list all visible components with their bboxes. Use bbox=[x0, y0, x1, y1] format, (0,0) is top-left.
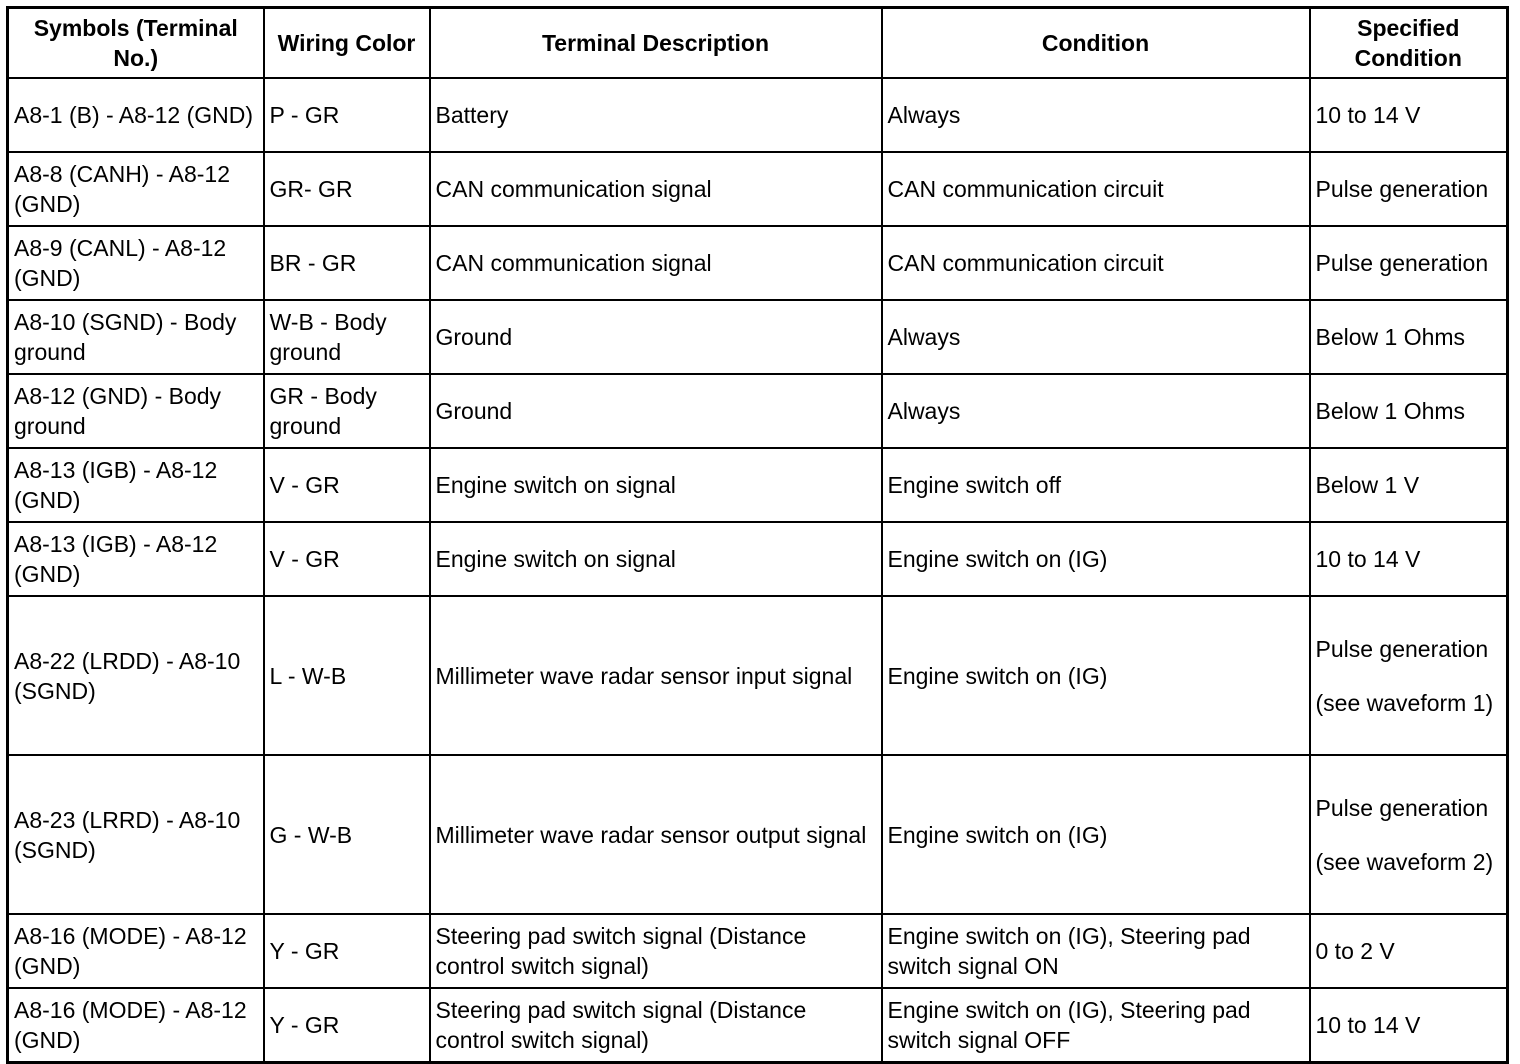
spec-gap bbox=[1316, 823, 1502, 847]
spec-value: Pulse generation bbox=[1315, 635, 1489, 662]
table-row bbox=[8, 755, 1508, 914]
cell-description: CAN communication signal bbox=[430, 152, 882, 226]
cell-spec bbox=[1310, 755, 1508, 914]
cell-condition: CAN communication circuit bbox=[882, 152, 1310, 226]
cell-spec: 10 to 14 V bbox=[1310, 78, 1508, 152]
table-row bbox=[8, 78, 1508, 152]
spec-note: (see waveform 2) bbox=[1315, 848, 1494, 875]
cell-description: Millimeter wave radar sensor input signal bbox=[430, 596, 882, 755]
cell-spec bbox=[1310, 596, 1508, 755]
terminal-table bbox=[6, 6, 1509, 1064]
cell-wiring: Y - GR bbox=[264, 914, 430, 988]
header-terminal-description: Terminal Description bbox=[430, 8, 882, 79]
cell-spec: Below 1 Ohms bbox=[1310, 374, 1508, 448]
cell-condition: Engine switch on (IG), Steering pad switch signal OFF bbox=[882, 988, 1310, 1063]
cell-symbols: A8-23 (LRRD) - A8-10 (SGND) bbox=[8, 755, 264, 914]
cell-symbols: A8-10 (SGND) - Body ground bbox=[8, 300, 264, 374]
cell-wiring: GR- GR bbox=[264, 152, 430, 226]
cell-description: Ground bbox=[430, 374, 882, 448]
cell-wiring: GR - Body ground bbox=[264, 374, 430, 448]
cell-spec: 10 to 14 V bbox=[1310, 988, 1508, 1063]
cell-wiring: W-B - Body ground bbox=[264, 300, 430, 374]
cell-description: Ground bbox=[430, 300, 882, 374]
cell-symbols: A8-12 (GND) - Body ground bbox=[8, 374, 264, 448]
cell-spec: Below 1 Ohms bbox=[1310, 300, 1508, 374]
cell-spec: Pulse generation bbox=[1310, 152, 1508, 226]
cell-symbols: A8-16 (MODE) - A8-12 (GND) bbox=[8, 988, 264, 1063]
header-symbols: Symbols (Terminal No.) bbox=[8, 8, 264, 79]
cell-description: Steering pad switch signal (Distance control switch signal) bbox=[430, 988, 882, 1063]
cell-condition: Engine switch on (IG) bbox=[882, 522, 1310, 596]
table-row bbox=[8, 226, 1508, 300]
table-row bbox=[8, 152, 1508, 226]
cell-symbols: A8-22 (LRDD) - A8-10 (SGND) bbox=[8, 596, 264, 755]
cell-wiring: Y - GR bbox=[264, 988, 430, 1063]
cell-condition: Always bbox=[882, 374, 1310, 448]
cell-wiring: G - W-B bbox=[264, 755, 430, 914]
cell-symbols: A8-13 (IGB) - A8-12 (GND) bbox=[8, 522, 264, 596]
cell-symbols: A8-9 (CANL) - A8-12 (GND) bbox=[8, 226, 264, 300]
header-condition: Condition bbox=[882, 8, 1310, 79]
table-row bbox=[8, 988, 1508, 1063]
cell-symbols: A8-13 (IGB) - A8-12 (GND) bbox=[8, 448, 264, 522]
cell-wiring: BR - GR bbox=[264, 226, 430, 300]
table-row bbox=[8, 374, 1508, 448]
cell-condition: Engine switch off bbox=[882, 448, 1310, 522]
table-row bbox=[8, 448, 1508, 522]
table-row bbox=[8, 522, 1508, 596]
cell-description: Steering pad switch signal (Distance control switch signal) bbox=[430, 914, 882, 988]
table-row bbox=[8, 300, 1508, 374]
cell-condition: Always bbox=[882, 78, 1310, 152]
cell-symbols: A8-1 (B) - A8-12 (GND) bbox=[8, 78, 264, 152]
cell-spec: Pulse generation bbox=[1310, 226, 1508, 300]
cell-wiring: P - GR bbox=[264, 78, 430, 152]
cell-wiring: L - W-B bbox=[264, 596, 430, 755]
header-row bbox=[8, 8, 1508, 79]
cell-condition: Engine switch on (IG) bbox=[882, 755, 1310, 914]
header-specified-condition: Specified Condition bbox=[1310, 8, 1508, 79]
cell-description: CAN communication signal bbox=[430, 226, 882, 300]
cell-condition: Engine switch on (IG), Steering pad switch signal ON bbox=[882, 914, 1310, 988]
header-wiring-color: Wiring Color bbox=[264, 8, 430, 79]
spec-note: (see waveform 1) bbox=[1315, 689, 1494, 716]
spec-value: Pulse generation bbox=[1315, 794, 1489, 821]
cell-symbols: A8-8 (CANH) - A8-12 (GND) bbox=[8, 152, 264, 226]
cell-condition: Always bbox=[882, 300, 1310, 374]
cell-description: Engine switch on signal bbox=[430, 522, 882, 596]
cell-description: Engine switch on signal bbox=[430, 448, 882, 522]
spec-gap bbox=[1316, 664, 1502, 688]
cell-condition: Engine switch on (IG) bbox=[882, 596, 1310, 755]
cell-spec: 10 to 14 V bbox=[1310, 522, 1508, 596]
table-row bbox=[8, 914, 1508, 988]
cell-description: Battery bbox=[430, 78, 882, 152]
table-row bbox=[8, 596, 1508, 755]
cell-wiring: V - GR bbox=[264, 522, 430, 596]
cell-spec: Below 1 V bbox=[1310, 448, 1508, 522]
cell-condition: CAN communication circuit bbox=[882, 226, 1310, 300]
cell-symbols: A8-16 (MODE) - A8-12 (GND) bbox=[8, 914, 264, 988]
cell-spec: 0 to 2 V bbox=[1310, 914, 1508, 988]
cell-wiring: V - GR bbox=[264, 448, 430, 522]
cell-description: Millimeter wave radar sensor output signal bbox=[430, 755, 882, 914]
